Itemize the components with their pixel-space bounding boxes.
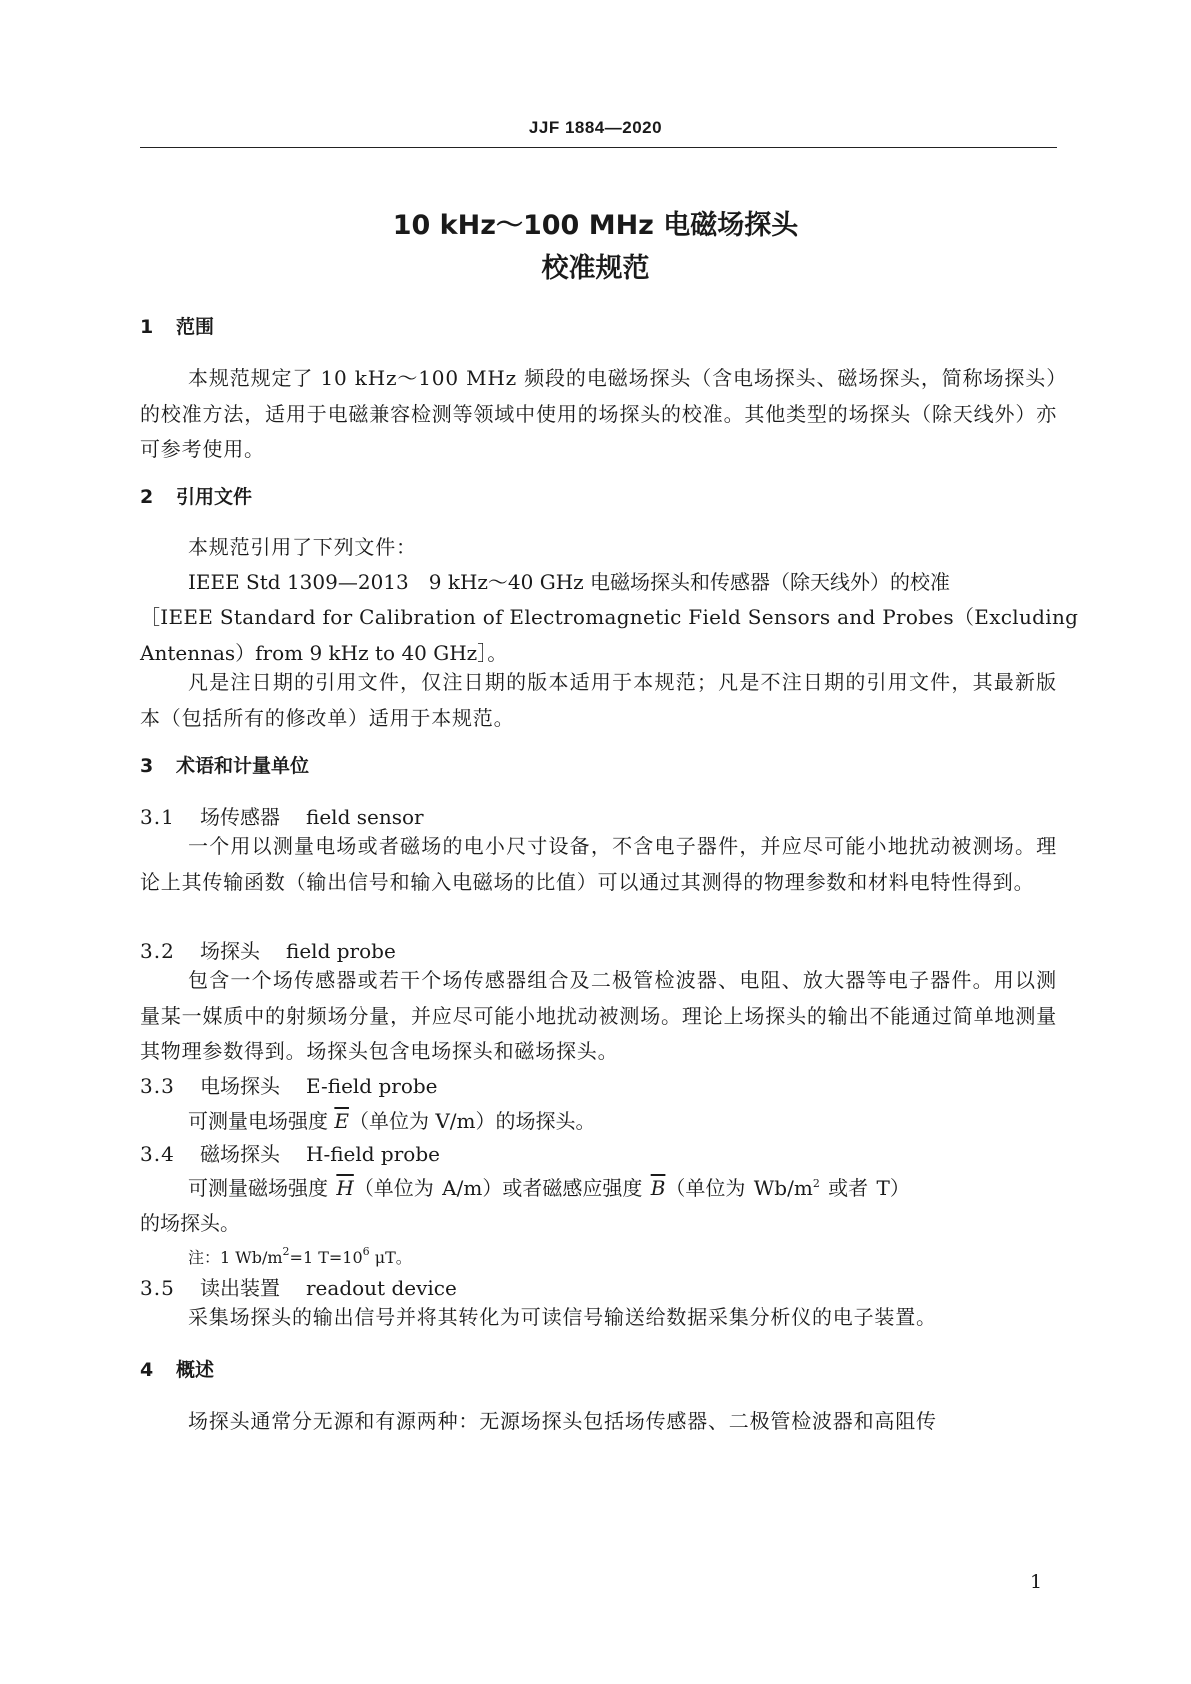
term-zh: 场传感器 [200, 805, 280, 829]
term-en: E-field probe [306, 1074, 438, 1098]
section-heading-1 [140, 312, 214, 339]
document-title-line1: 10 kHz～100 MHz 电磁场探头 [392, 210, 799, 241]
term-heading-3-5 [140, 1272, 457, 1301]
term-heading-3-4 [140, 1138, 440, 1167]
term-number: 3.5 [140, 1276, 175, 1300]
term-heading-3-2 [140, 935, 396, 964]
reference-ieee-1309-zh: IEEE Std 1309—2013 9 kHz～40 GHz 电磁场探头和传感器（除天线外）的校准 [188, 570, 951, 594]
b-field-symbol: $\overline{B}$ [650, 1176, 666, 1200]
definition-text: （单位为 Wb/m [665, 1176, 813, 1200]
overview-paragraph: 场探头通常分无源和有源两种：无源场探头包括场传感器、二极管检波器和高阻传 [188, 1409, 937, 1433]
term-en: readout device [306, 1276, 457, 1300]
section-title: 术语和计量单位 [176, 755, 310, 777]
term-definition-3-4 [188, 1172, 1057, 1201]
term-definition-3-3 [188, 1105, 1105, 1134]
term-number: 3.3 [140, 1074, 175, 1098]
term-definition-3-2: 包含一个场传感器或若干个场传感器组合及二极管检波器、电阻、放大器等电子器件。用以测量某一媒质中的射频场分量，并应尽可能小地扰动被测场。理论上场探头的输出不能通过简单地测量其物理参数得到。场探头包含电场探头和磁场探头。 [140, 968, 1057, 1063]
superscript: 6 [362, 1245, 370, 1258]
reference-ieee-1309-en: ［IEEE Standard for Calibration of Electromagnetic Field Sensors and Probes（Excluding [140, 605, 1079, 629]
note-text: 注：1 Wb/m [188, 1248, 283, 1267]
section-number: 2 [140, 486, 154, 508]
section-number: 4 [140, 1359, 154, 1381]
definition-text: 或者 T） [819, 1176, 910, 1200]
superscript: 2 [812, 1177, 820, 1190]
term-number: 3.2 [140, 939, 175, 963]
term-heading-3-1 [140, 801, 424, 830]
header-divider [140, 147, 1057, 148]
standard-code-header: JJF 1884—2020 [528, 118, 663, 137]
term-number: 3.4 [140, 1142, 175, 1166]
term-zh: 场探头 [200, 939, 260, 963]
section-heading-4 [140, 1355, 214, 1382]
section-heading-2 [140, 482, 252, 509]
term-zh: 磁场探头 [200, 1142, 280, 1166]
term-en: field probe [286, 939, 396, 963]
section-number: 1 [140, 316, 154, 338]
section-title: 范围 [176, 316, 215, 338]
section-title: 引用文件 [176, 486, 253, 508]
definition-text: 可测量磁场强度 [188, 1176, 337, 1200]
definition-text: （单位为 A/m）或者磁感应强度 [353, 1176, 651, 1200]
definition-text: 可测量电场强度 [188, 1109, 335, 1133]
term-zh: 电场探头 [200, 1074, 280, 1098]
term-en: field sensor [306, 805, 424, 829]
term-definition-3-5: 采集场探头的输出信号并将其转化为可读信号输送给数据采集分析仪的电子装置。 [188, 1305, 937, 1329]
unit-note [188, 1245, 412, 1268]
document-title-line2: 校准规范 [541, 253, 650, 284]
section-title: 概述 [176, 1359, 215, 1381]
definition-text: （单位为 V/m）的场探头。 [348, 1109, 596, 1133]
h-field-symbol: $\overline{H}$ [336, 1176, 354, 1200]
section-number: 3 [140, 755, 154, 777]
term-definition-3-1: 一个用以测量电场或者磁场的电小尺寸设备，不含电子器件，并应尽可能小地扰动被测场。理论上其传输函数（输出信号和输入电磁场的比值）可以通过其测得的物理参数和材料电特性得到。 [140, 834, 1057, 894]
page-number: 1 [1030, 1571, 1043, 1593]
references-intro: 本规范引用了下列文件： [188, 535, 417, 559]
section-heading-3 [140, 751, 309, 778]
note-text: =1 T=10 [289, 1248, 363, 1267]
references-dating-note: 凡是注日期的引用文件，仅注日期的版本适用于本规范；凡是不注日期的引用文件，其最新版本（包括所有的修改单）适用于本规范。 [140, 670, 1057, 730]
term-zh: 读出装置 [200, 1276, 280, 1300]
term-number: 3.1 [140, 805, 175, 829]
e-field-symbol: $\overline{E}$ [334, 1109, 349, 1133]
term-definition-3-4-cont: 的场探头。 [140, 1211, 240, 1235]
reference-ieee-1309-en-cont: Antennas）from 9 kHz to 40 GHz］。 [140, 641, 508, 665]
superscript: 2 [282, 1245, 290, 1258]
note-text: μT。 [369, 1248, 412, 1267]
term-en: H-field probe [306, 1142, 440, 1166]
scope-paragraph: 本规范规定了 10 kHz～100 MHz 频段的电磁场探头（含电场探头、磁场探头，简称场探头）的校准方法，适用于电磁兼容检测等领域中使用的场探头的校准。其他类型的场探头（除天线外）亦可参考使用。 [140, 366, 1057, 461]
term-heading-3-3 [140, 1070, 438, 1099]
